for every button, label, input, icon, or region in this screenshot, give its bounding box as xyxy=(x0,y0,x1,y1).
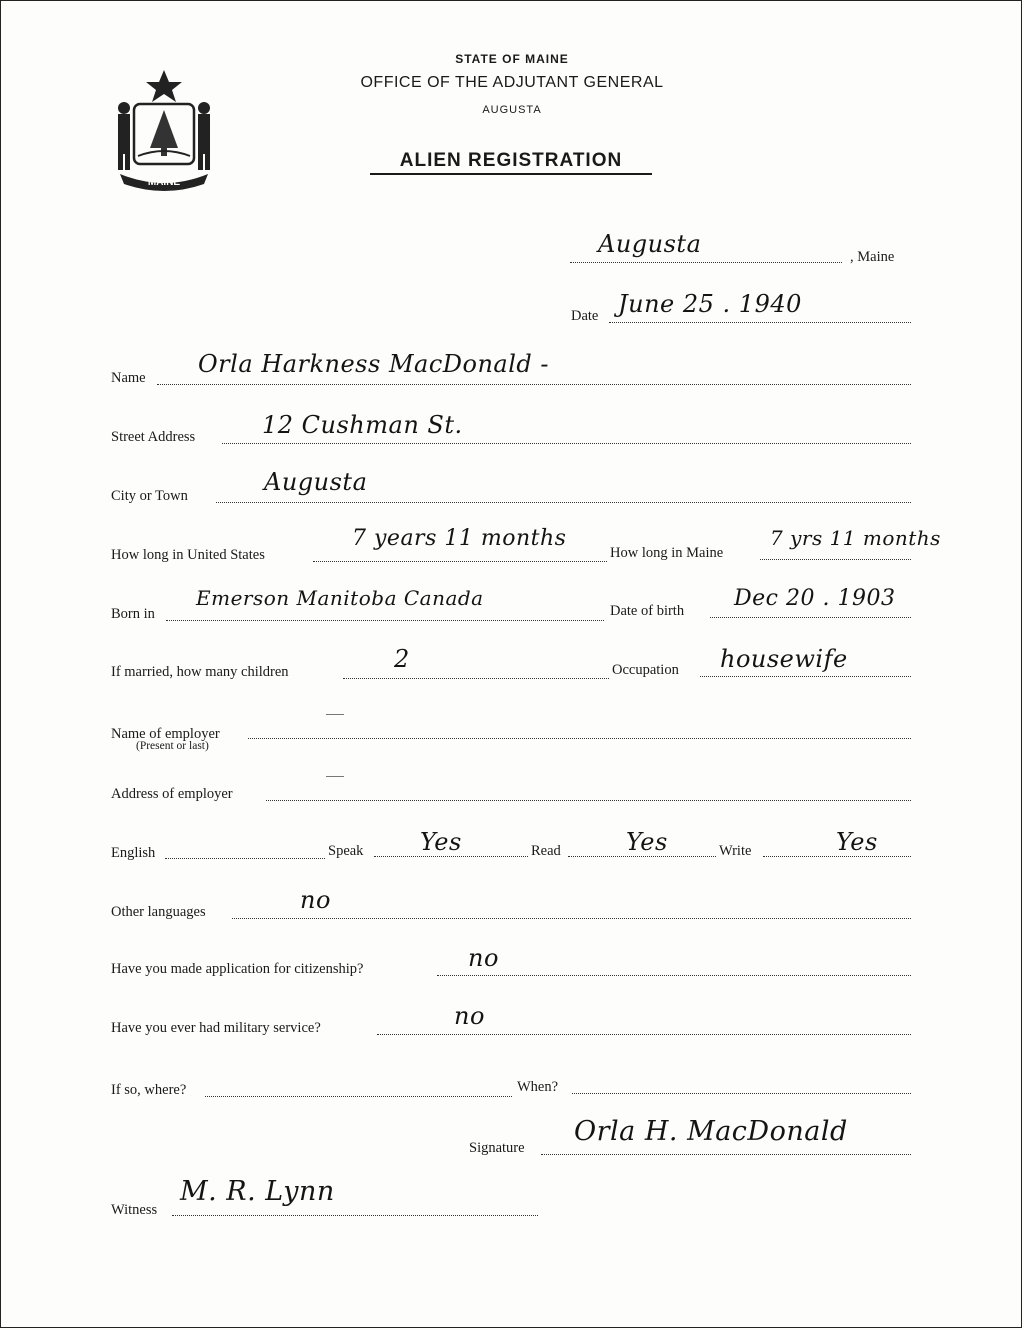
document-title: ALIEN REGISTRATION xyxy=(370,150,652,175)
born-value[interactable]: Emerson Manitoba Canada xyxy=(196,586,484,610)
city-label: City or Town xyxy=(111,488,188,504)
dob-line xyxy=(710,617,911,618)
military-line xyxy=(377,1034,911,1035)
dob-label: Date of birth xyxy=(610,603,685,619)
speak-label: Speak xyxy=(328,843,364,859)
date-line xyxy=(609,322,911,323)
place-line xyxy=(570,262,842,263)
born-label: Born in xyxy=(111,606,155,622)
witness-label: Witness xyxy=(111,1202,158,1218)
occupation-label: Occupation xyxy=(612,662,679,678)
name-value[interactable]: Orla Harkness MacDonald - xyxy=(198,350,549,378)
children-label: If married, how many children xyxy=(111,664,289,680)
header-state: STATE OF MAINE xyxy=(455,52,569,66)
born-line xyxy=(166,620,604,621)
employer-address-line[interactable] xyxy=(266,800,911,801)
signature-line xyxy=(541,1154,911,1155)
occupation-value[interactable]: housewife xyxy=(720,645,848,673)
employer-line[interactable] xyxy=(248,738,911,739)
english-line xyxy=(165,858,325,859)
speak-value[interactable]: Yes xyxy=(420,828,462,856)
seal-text: MAINE xyxy=(147,177,181,188)
employer-dash xyxy=(326,714,344,715)
state-seal-icon xyxy=(112,68,216,192)
city-value[interactable]: Augusta xyxy=(264,468,368,496)
street-value[interactable]: 12 Cushman St. xyxy=(262,411,463,439)
date-value[interactable]: June 25 . 1940 xyxy=(618,290,802,318)
street-label: Street Address xyxy=(111,429,196,445)
us-time-label: How long in United States xyxy=(111,547,265,563)
city-line xyxy=(216,502,911,503)
header-office: OFFICE OF THE ADJUTANT GENERAL xyxy=(360,74,664,91)
speak-line xyxy=(374,856,528,857)
place-value[interactable]: Augusta xyxy=(598,230,702,258)
other-languages-label: Other languages xyxy=(111,904,206,920)
dob-value[interactable]: Dec 20 . 1903 xyxy=(734,586,896,611)
name-label: Name xyxy=(111,370,146,386)
other-languages-line xyxy=(232,918,911,919)
citizenship-label: Have you made application for citizenship? xyxy=(111,961,364,977)
military-value[interactable]: no xyxy=(454,1002,485,1030)
us-time-line xyxy=(313,561,607,562)
children-value[interactable]: 2 xyxy=(394,645,410,673)
english-label: English xyxy=(111,845,156,861)
witness-value[interactable]: M. R. Lynn xyxy=(180,1176,335,1207)
employer-address-dash xyxy=(326,776,344,777)
write-value[interactable]: Yes xyxy=(836,828,878,856)
read-value[interactable]: Yes xyxy=(626,828,668,856)
maine-time-value[interactable]: 7 yrs 11 months xyxy=(770,526,941,550)
occupation-line xyxy=(700,676,911,677)
date-label: Date xyxy=(571,308,599,324)
write-line xyxy=(763,856,911,857)
citizenship-line xyxy=(437,975,911,976)
place-suffix: , Maine xyxy=(850,249,895,265)
maine-time-line xyxy=(760,559,911,560)
children-line xyxy=(343,678,609,679)
employer-address-label: Address of employer xyxy=(111,786,233,802)
citizenship-value[interactable]: no xyxy=(468,944,499,972)
other-languages-value[interactable]: no xyxy=(300,886,331,914)
street-line xyxy=(222,443,911,444)
write-label: Write xyxy=(719,843,752,859)
where-label: If so, where? xyxy=(111,1082,187,1098)
employer-label: Name of employer xyxy=(111,726,220,742)
signature-label: Signature xyxy=(469,1140,525,1156)
read-line xyxy=(568,856,716,857)
military-label: Have you ever had military service? xyxy=(111,1020,321,1036)
us-time-value[interactable]: 7 years 11 months xyxy=(352,526,567,551)
maine-time-label: How long in Maine xyxy=(610,545,724,561)
signature-value[interactable]: Orla H. MacDonald xyxy=(574,1116,848,1147)
when-label: When? xyxy=(517,1079,559,1095)
header-city: AUGUSTA xyxy=(482,104,542,116)
when-line[interactable] xyxy=(572,1093,911,1094)
witness-line xyxy=(172,1215,538,1216)
name-line xyxy=(157,384,911,385)
employer-sublabel: (Present or last) xyxy=(136,740,209,752)
read-label: Read xyxy=(531,843,561,859)
where-line[interactable] xyxy=(205,1096,512,1097)
